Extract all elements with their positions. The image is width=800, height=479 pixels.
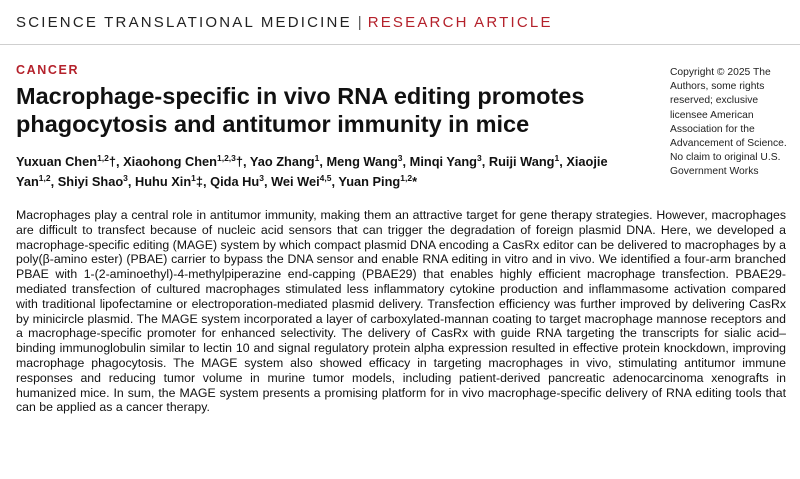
author-name: Xiaojie Yan	[16, 154, 608, 189]
author-name: Shiyi Shao	[57, 174, 124, 189]
author-affiliation: 4,5	[319, 173, 332, 183]
author-affiliation: 1,2	[97, 153, 109, 163]
abstract: Macrophages play a central role in antitumor immunity, making them an attractive target for gene therapy strategies. However, macrophages are difficult to transfect because of nucleic acid sensors that can trigger the degradation of foreign plasmid DNA. Here, we developed a macrophage-specific editing (MAGE) system by which compact plasmid DNA encoding a CasRx editor can be delivered to macrophages by a poly(β-amino ester) (PBAE) carrier to bypass the DNA sensor and enable RNA editing in vitro and in vivo. We identified a four-arm branched PBAE with 1-(2-aminoethyl)-4-methylpiperazine end-capping (PBAE29) that enables highly efficient macrophage transfection. PBAE29-mediated transfection of cultured macrophages stimulated less inflammatory cytokine production and inflammasome activation compared with traditional lipofectamine or electroporation-mediated plasmid delivery. Transfection efficiency was further improved by delivering CasRx by minicircle plasmid. The MAGE system incorporated a layer of carboxylated-mannan coating to target macrophage mannose receptors and a macrophage-specific promoter for enhanced selectivity. The delivery of CasRx with guide RNA targeting the transcripts for sialic acid–binding immunoglobulin similar to lectin 10 and signal regulatory protein alpha expression resulted in effective protein knockdown, improving macrophage phagocytosis. The MAGE system also showed efficacy in targeting macrophages in vivo, stimulating antitumor immune responses and reducing tumor volume in murine tumor models, including patient-derived pancreatic adenocarcinoma xenografts in humanized mice. In sum, the MAGE system presents a promising platform for in vivo macrophage-specific delivery of RNA editing tools that can be applied as a cancer therapy.	[16, 208, 786, 415]
author[interactable]	[58, 174, 128, 189]
author-note-mark: ‡	[195, 174, 204, 189]
author-name: Huhu Xin	[135, 174, 192, 189]
author-name: Xiaohong Chen	[123, 154, 217, 169]
author-name: Ruiji Wang	[488, 154, 555, 169]
author-affiliation: 1,2,3	[216, 153, 236, 163]
author[interactable]	[410, 154, 482, 169]
author-affiliation: 3	[476, 153, 482, 163]
author-affiliation: 3	[123, 173, 128, 183]
author-name: Yuan Ping	[338, 174, 401, 189]
author-name: Wei Wei	[271, 174, 320, 189]
author[interactable]	[210, 174, 264, 189]
author[interactable]	[489, 154, 559, 169]
header-separator: |	[357, 14, 362, 31]
author-note-mark: †	[108, 154, 117, 169]
article-title: Macrophage-specific in vivo RNA editing promotes phagocytosis and antitumor immunity in mice	[16, 83, 585, 137]
author-name: Yuxuan Chen	[16, 154, 98, 169]
author[interactable]	[338, 174, 417, 189]
author[interactable]	[271, 174, 331, 189]
author[interactable]	[326, 154, 402, 169]
author[interactable]	[123, 154, 243, 169]
header-divider	[0, 44, 800, 45]
author-affiliation: 1,2	[400, 173, 413, 183]
author-affiliation: 1	[314, 153, 320, 163]
journal-header	[16, 14, 553, 31]
author[interactable]	[16, 154, 116, 169]
author-note-mark: †	[235, 154, 244, 169]
author-list: Yuxuan Chen$^{1,2}$†, Xiaohong Chen$^{1,2,3}$†, Yao Zhang$^1$, Meng Wang$^3$, Minqi Yang$^3$, Ruiji Wang$^1$, Xiaojie Yan$^{1,2}$, Shiyi Shao$^3$, Huhu Xin$^1$‡, Qida Hu$^3$, Wei Wei$^{4,5}$, Yuan Ping$^{1,2}$*	[16, 153, 608, 189]
author-affiliation: 3	[397, 153, 403, 163]
copyright-notice: Copyright © 2025 The Authors, some rights reserved; exclusive licensee American Association for the Advancement of Science. No claim to original U.S. Government Works	[670, 67, 787, 178]
author-name: Meng Wang	[326, 154, 398, 169]
author-affiliation: 1	[554, 153, 560, 163]
author-affiliation: 1,2	[38, 173, 51, 183]
author[interactable]	[135, 174, 203, 189]
author-note-mark: *	[412, 174, 418, 189]
journal-name[interactable]: SCIENCE TRANSLATIONAL MEDICINE	[16, 14, 352, 31]
section-label: CANCER	[16, 63, 80, 77]
author-affiliation: 1	[191, 173, 196, 183]
author-name: Qida Hu	[210, 174, 260, 189]
author-name: Yao Zhang	[249, 154, 315, 169]
article-type: RESEARCH ARTICLE	[367, 14, 553, 31]
author-affiliation: 3	[259, 173, 264, 183]
author-name: Minqi Yang	[409, 154, 477, 169]
author[interactable]	[250, 154, 319, 169]
